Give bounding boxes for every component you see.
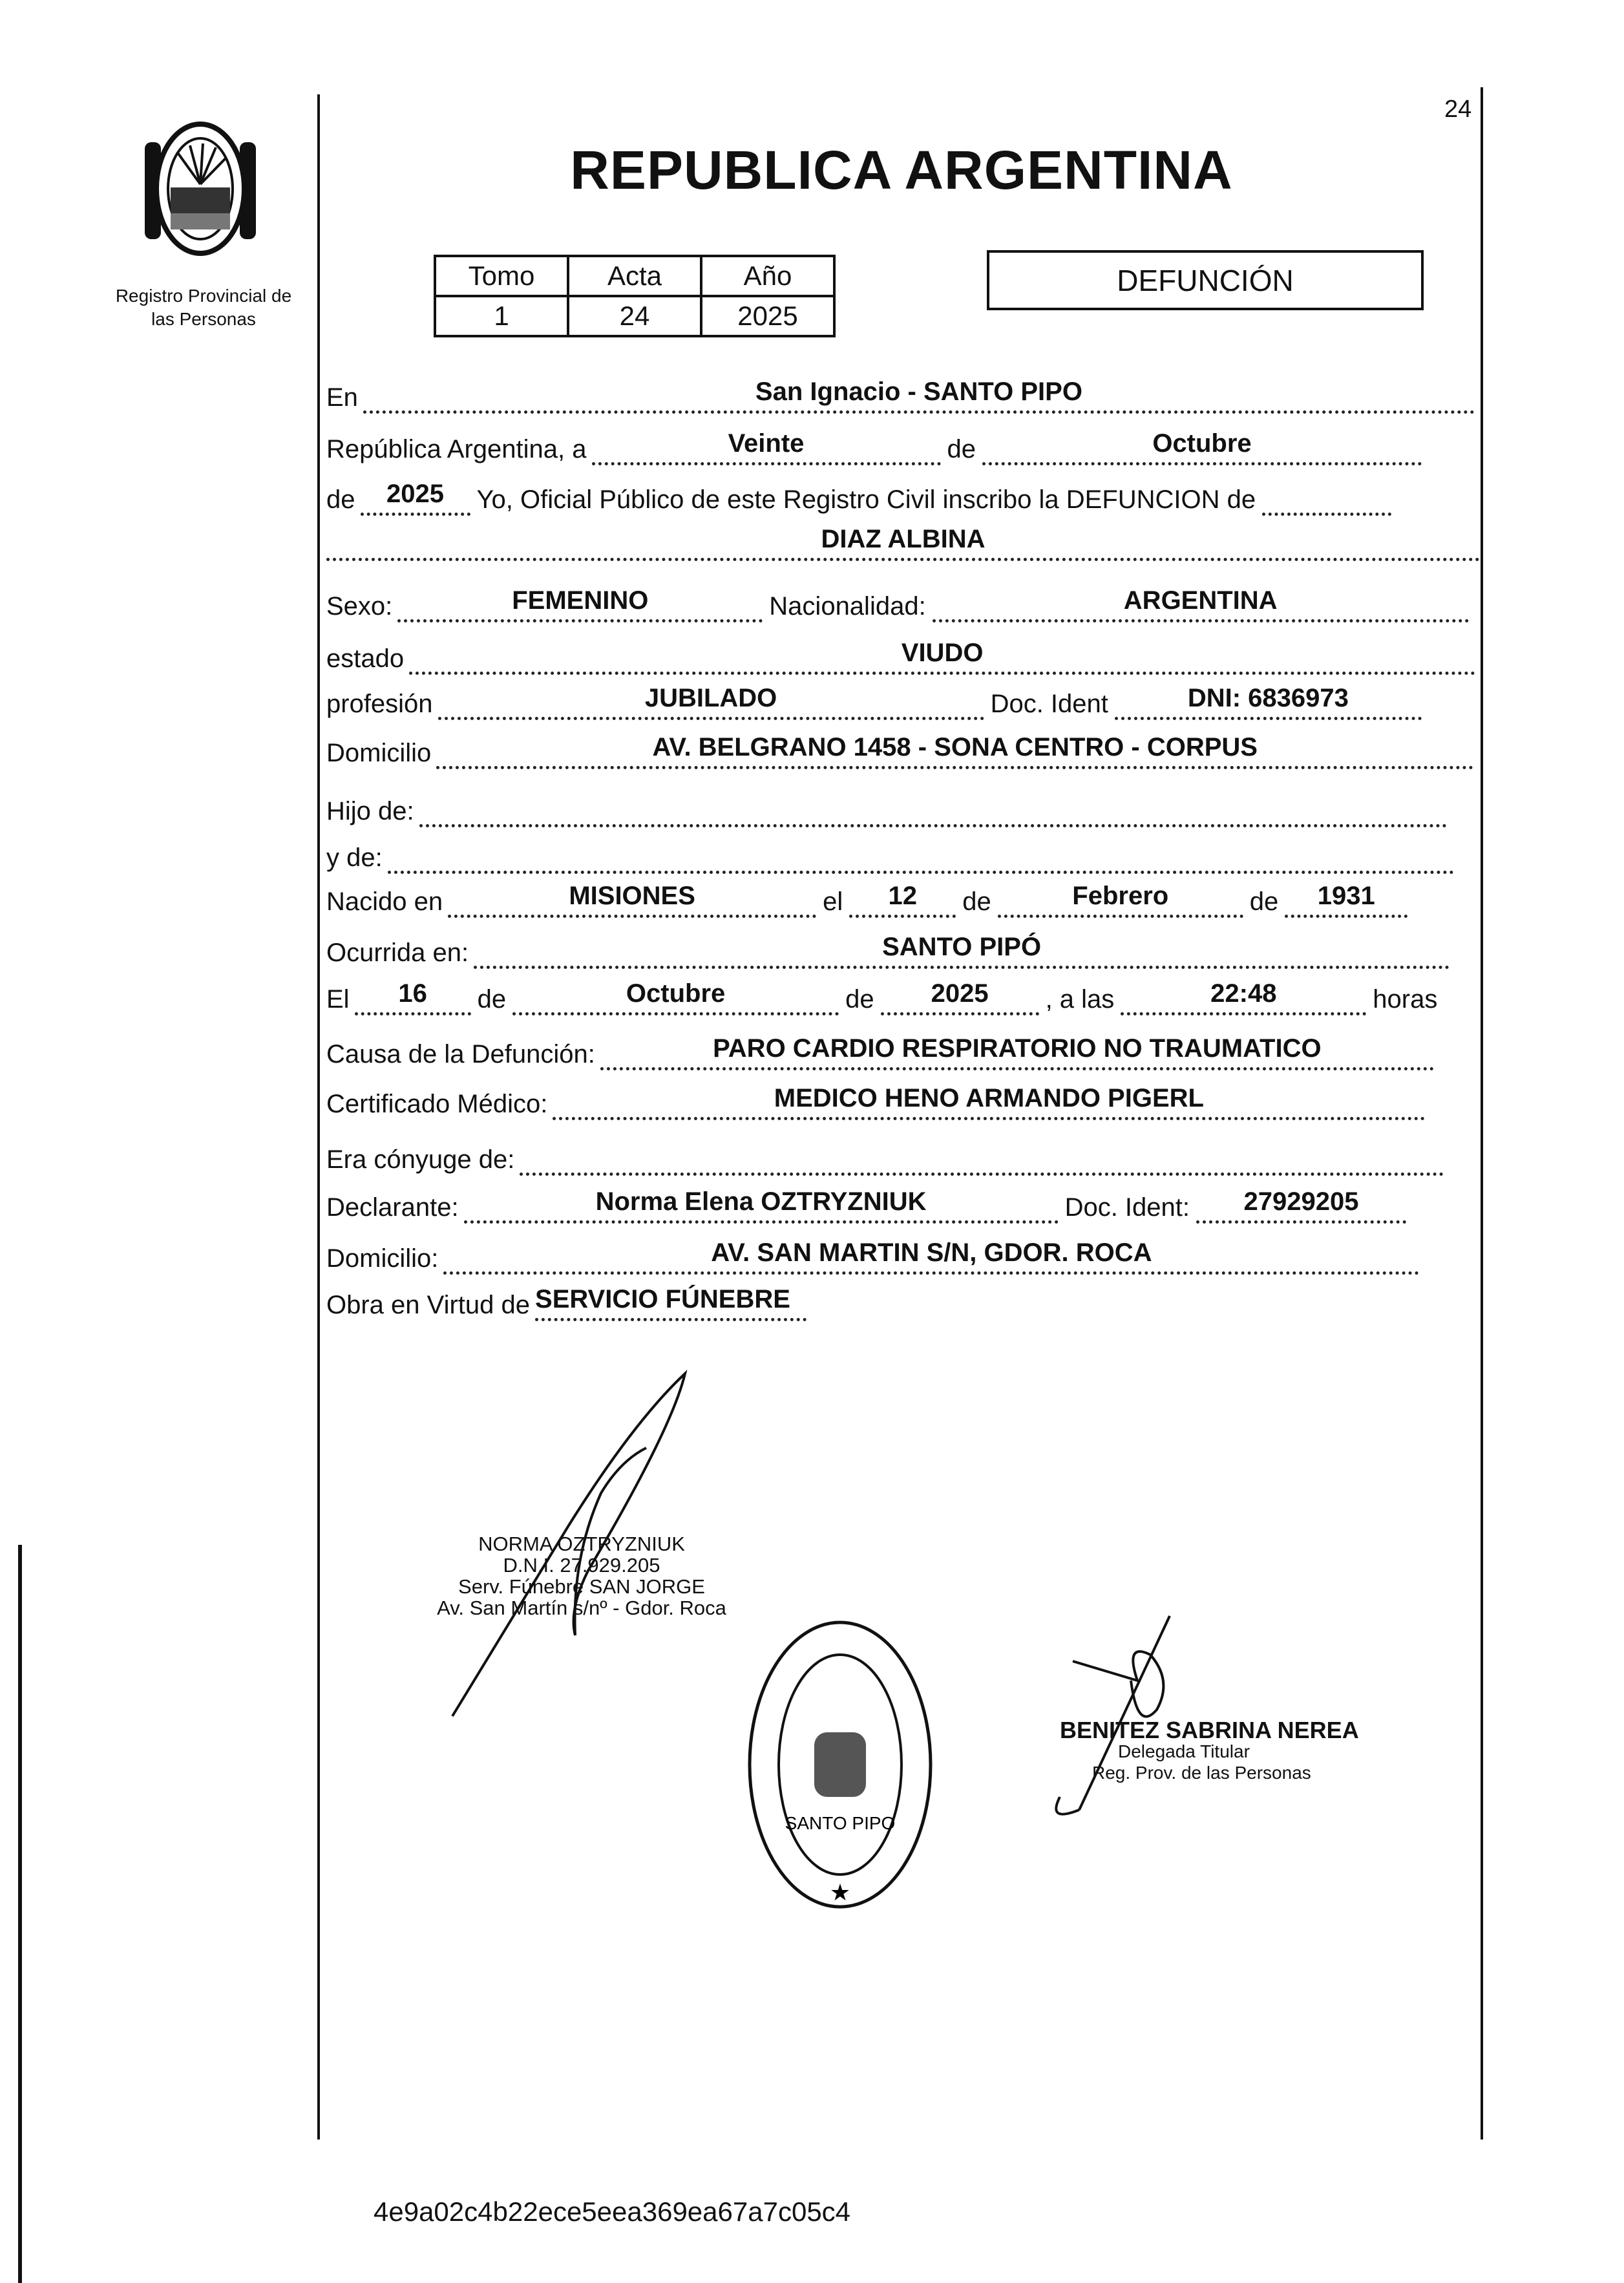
- nacido-field: [448, 883, 816, 918]
- row-death-date: [326, 977, 1444, 1015]
- conyuge-label: Era cónyuge de:: [326, 1145, 515, 1174]
- nacionalidad-label: Nacionalidad:: [769, 592, 926, 621]
- year-field: [361, 481, 470, 516]
- domicilio2-value: AV. SAN MARTIN S/N, GDOR. ROCA: [711, 1238, 1152, 1267]
- horas-label: horas: [1373, 985, 1438, 1014]
- official-name: BENITEZ SABRINA NEREA: [1060, 1717, 1359, 1743]
- row-en: [326, 375, 1475, 414]
- row-year: [326, 477, 1391, 516]
- day-value: Veinte: [728, 429, 805, 458]
- de-label: de: [947, 435, 976, 463]
- month-field: [982, 430, 1422, 465]
- place-field: [363, 379, 1475, 414]
- value-ano: 2025: [701, 296, 834, 336]
- de-label: de: [326, 485, 355, 514]
- birth-month-field: [998, 883, 1243, 918]
- birth-year: 1931: [1317, 882, 1375, 910]
- deceased-name: DIAZ ALBINA: [821, 525, 986, 553]
- value-acta: 24: [568, 296, 701, 336]
- profesion-value: JUBILADO: [644, 684, 777, 712]
- alas-label: , a las: [1045, 985, 1115, 1014]
- death-month-field: [512, 981, 839, 1015]
- row-domicilio2: [326, 1236, 1419, 1275]
- declarante-label: Declarante:: [326, 1193, 459, 1222]
- estado-field: [409, 640, 1475, 675]
- birth-day-field: [849, 883, 956, 918]
- row-causa: [326, 1032, 1434, 1070]
- year-value: 2025: [386, 480, 444, 508]
- scan-edge-line: [18, 1545, 22, 2283]
- logo-caption-line1: Registro Provincial de: [115, 286, 292, 306]
- declarante-field: [464, 1189, 1059, 1224]
- profesion-label: profesión: [326, 690, 433, 718]
- death-month: Octubre: [626, 979, 726, 1008]
- blank-field: [1262, 481, 1391, 516]
- certificado-value: MEDICO HENO ARMANDO PIGERL: [774, 1084, 1204, 1112]
- row-sexo: [326, 584, 1469, 622]
- nacido-label: Nacido en: [326, 887, 443, 916]
- seal-place: SANTO PIPO: [785, 1813, 896, 1833]
- domicilio2-label: Domicilio:: [326, 1244, 439, 1273]
- row-nacido: [326, 879, 1408, 918]
- row-obra: [326, 1282, 807, 1321]
- profesion-field: [438, 685, 984, 720]
- causa-value: PARO CARDIO RESPIRATORIO NO TRAUMATICO: [713, 1034, 1322, 1063]
- causa-label: Causa de la Defunción:: [326, 1040, 595, 1068]
- de-label: de: [962, 887, 991, 916]
- certificado-label: Certificado Médico:: [326, 1090, 548, 1118]
- ocurrida-label: Ocurrida en:: [326, 939, 469, 967]
- domicilio-field: [436, 734, 1473, 769]
- obra-label: Obra en Virtud de: [326, 1291, 531, 1319]
- obra-value: SERVICIO FÚNEBRE: [535, 1285, 790, 1313]
- estado-label: estado: [326, 644, 405, 673]
- doc-field: [1115, 685, 1422, 720]
- domicilio-label: Domicilio: [326, 739, 432, 767]
- birth-year-field: [1285, 883, 1408, 918]
- hijo-label: Hijo de:: [326, 797, 414, 825]
- record-type: DEFUNCIÓN: [1117, 263, 1294, 297]
- decl-doc-label: Doc. Ident:: [1064, 1193, 1190, 1222]
- de-label: de: [477, 985, 507, 1014]
- header-acta: Acta: [568, 256, 701, 296]
- doc-value: DNI: 6836973: [1187, 684, 1349, 712]
- official-signature: [1034, 1603, 1267, 1823]
- el-label: el: [823, 887, 843, 916]
- sexo-field: [397, 588, 763, 622]
- row-certificado: [326, 1081, 1425, 1120]
- header-tomo: Tomo: [435, 256, 568, 296]
- month-value: Octubre: [1152, 429, 1252, 458]
- birth-month: Febrero: [1072, 882, 1169, 910]
- logo-caption-line2: las Personas: [151, 309, 256, 329]
- row-date: [326, 427, 1422, 465]
- row-hijo: [326, 789, 1447, 827]
- declarant-stamp-line1: NORMA OZTRYZNIUK: [478, 1533, 685, 1555]
- conyuge-field: [520, 1141, 1444, 1176]
- ocurrida-field: [474, 934, 1450, 969]
- official-role: Delegada Titular: [1118, 1741, 1250, 1761]
- estado-value: VIUDO: [901, 639, 984, 667]
- nacido-value: MISIONES: [569, 882, 695, 910]
- province-logo: [138, 116, 262, 262]
- obra-field: [535, 1286, 807, 1321]
- row-ocurrida: [326, 930, 1450, 969]
- birth-day: 12: [888, 882, 918, 910]
- place-value: San Ignacio - SANTO PIPO: [755, 377, 1082, 406]
- official-seal: [743, 1616, 937, 1913]
- death-day: 16: [398, 979, 427, 1008]
- deceased-name-field: [326, 526, 1480, 561]
- record-table: [434, 255, 836, 337]
- death-year: 2025: [931, 979, 989, 1008]
- nacionalidad-value: ARGENTINA: [1123, 586, 1278, 615]
- death-time-field: [1121, 981, 1366, 1015]
- decl-doc-value: 27929205: [1243, 1187, 1359, 1216]
- de-label: de: [1249, 887, 1279, 916]
- official-office: Reg. Prov. de las Personas: [1092, 1763, 1311, 1783]
- nacionalidad-field: [933, 588, 1469, 622]
- doc-label: Doc. Ident: [990, 690, 1108, 718]
- value-tomo: 1: [435, 296, 568, 336]
- declarant-stamp-line3: Serv. Fúnebre SAN JORGE: [458, 1575, 705, 1598]
- row-yde: [326, 835, 1454, 874]
- de-label: de: [845, 985, 874, 1014]
- death-year-field: [881, 981, 1039, 1015]
- ocurrida-value: SANTO PIPÓ: [882, 933, 1042, 961]
- declarante-value: Norma Elena OZTRYZNIUK: [595, 1187, 927, 1216]
- en-label: En: [326, 383, 358, 412]
- declarant-stamp-line4: Av. San Martín s/nº - Gdor. Roca: [437, 1597, 726, 1619]
- row-name: [326, 522, 1480, 561]
- domicilio2-field: [443, 1240, 1419, 1275]
- header-ano: Año: [701, 256, 834, 296]
- row-domicilio: [326, 730, 1473, 769]
- sexo-label: Sexo:: [326, 592, 393, 621]
- day-field: [592, 430, 941, 465]
- declarant-stamp-line2: D.N.I. 27.929.205: [503, 1554, 660, 1577]
- document-hash: 4e9a02c4b22ece5eea369ea67a7c05c4: [374, 2196, 851, 2227]
- yde-field: [388, 839, 1454, 874]
- page-number: 24: [1444, 96, 1472, 123]
- causa-field: [600, 1035, 1434, 1070]
- death-day-field: [355, 981, 471, 1015]
- decl-doc-field: [1196, 1189, 1406, 1224]
- logo-caption: [103, 284, 304, 331]
- sexo-value: FEMENINO: [512, 586, 649, 615]
- death-time: 22:48: [1210, 979, 1277, 1008]
- record-type-box: [987, 250, 1424, 310]
- declarant-signature: [439, 1364, 750, 1726]
- row-conyuge: [326, 1137, 1444, 1176]
- republica-label: República Argentina, a: [326, 435, 587, 463]
- domicilio-value: AV. BELGRANO 1458 - SONA CENTRO - CORPUS: [652, 733, 1258, 761]
- left-margin-line: [317, 94, 320, 2140]
- right-margin-line: [1481, 87, 1483, 2140]
- document-title: REPUBLICA ARGENTINA: [570, 140, 1233, 200]
- row-declarante: [326, 1185, 1406, 1224]
- row-estado: [326, 636, 1475, 675]
- yde-label: y de:: [326, 844, 383, 872]
- inscribo-text: Yo, Oficial Público de este Registro Civil inscribo la DEFUNCION de: [476, 485, 1256, 514]
- official-stamp: [1060, 1719, 1364, 1783]
- row-profesion: [326, 681, 1422, 720]
- star-icon: ★: [829, 1880, 851, 1906]
- el-label: El: [326, 985, 350, 1014]
- certificado-field: [553, 1085, 1425, 1120]
- hijo-field: [419, 792, 1447, 827]
